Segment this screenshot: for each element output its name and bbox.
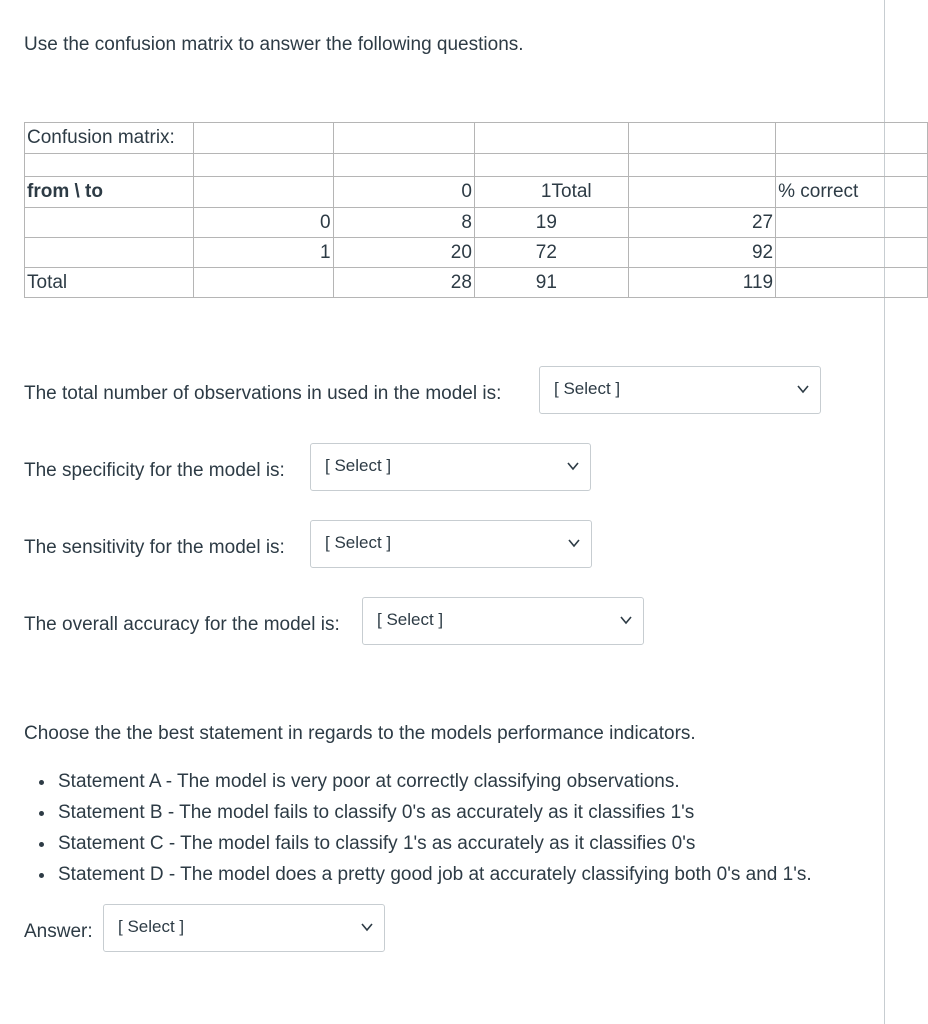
accuracy-label: The overall accuracy for the model is: — [24, 614, 340, 635]
answer-select[interactable] — [103, 904, 385, 952]
header-from-to: from \ to — [25, 177, 194, 208]
chevron-down-icon — [796, 384, 810, 394]
accuracy-select-value: [ Select ] — [377, 610, 444, 629]
cell-1-0: 20 — [333, 238, 474, 268]
total-obs-label: The total number of observations in used in the model is: — [24, 383, 502, 404]
cell-1-total: 92 — [629, 238, 776, 268]
cell-0-total: 27 — [629, 208, 776, 238]
sensitivity-select-value: [ Select ] — [325, 533, 392, 552]
total-obs-select-value: [ Select ] — [554, 379, 621, 398]
statement-list — [24, 766, 812, 890]
total-obs-select[interactable] — [539, 366, 821, 414]
confusion-matrix-table — [24, 122, 928, 298]
row-label-0: 0 — [193, 208, 333, 238]
totals-col-0: 28 — [333, 268, 474, 298]
intro-text: Use the confusion matrix to answer the following questions. — [24, 34, 524, 55]
list-item: • Statement B - The model fails to classify 0's as accurately as it classifies 1's — [56, 797, 812, 828]
header-col-0: 0 — [333, 177, 474, 208]
header-col-1-value: 1 — [540, 181, 552, 202]
cell-1-1: 72 — [535, 241, 557, 263]
totals-grand: 119 — [629, 268, 776, 298]
chevron-down-icon — [360, 922, 374, 932]
sensitivity-select[interactable] — [310, 520, 592, 568]
chevron-down-icon — [567, 538, 581, 548]
totals-col-1: 91 — [535, 271, 557, 293]
totals-label: Total — [25, 268, 194, 298]
answer-select-value: [ Select ] — [118, 917, 185, 936]
list-item: • Statement A - The model is very poor at correctly classifying observations. — [56, 766, 812, 797]
header-pct-correct: % correct — [776, 177, 928, 208]
chevron-down-icon — [619, 615, 633, 625]
specificity-label: The specificity for the model is: — [24, 460, 285, 481]
cell-0-1: 19 — [535, 211, 557, 233]
list-item: • Statement C - The model fails to classify 1's as accurately as it classifies 0's — [56, 828, 812, 859]
specificity-select[interactable] — [310, 443, 591, 491]
sensitivity-label: The sensitivity for the model is: — [24, 537, 285, 558]
answer-label: Answer: — [24, 921, 93, 942]
matrix-caption: Confusion matrix: — [25, 123, 194, 154]
cell-0-0: 8 — [333, 208, 474, 238]
accuracy-select[interactable] — [362, 597, 644, 645]
chevron-down-icon — [566, 461, 580, 471]
row-label-1: 1 — [193, 238, 333, 268]
list-item: • Statement D - The model does a pretty good job at accurately classifying both 0's and 1's. — [56, 859, 812, 890]
header-total: Total — [551, 181, 592, 202]
statement-prompt: Choose the the best statement in regards to the models performance indicators. — [24, 723, 696, 744]
specificity-select-value: [ Select ] — [325, 456, 392, 475]
